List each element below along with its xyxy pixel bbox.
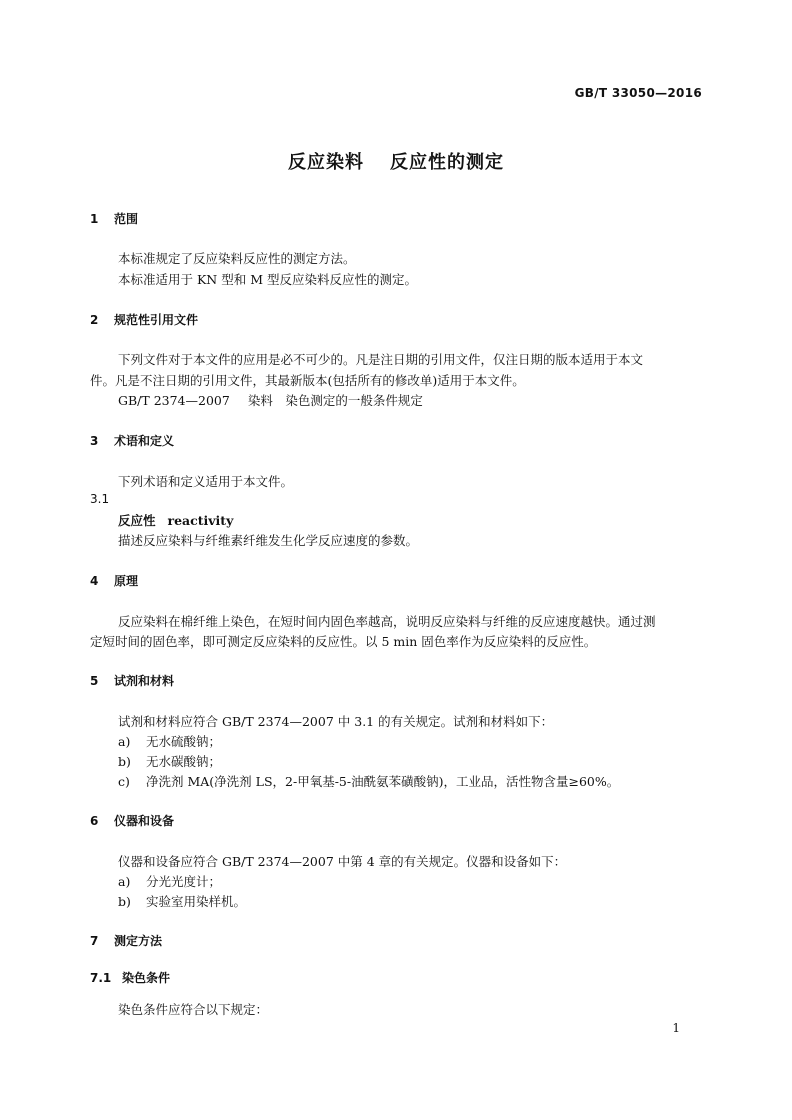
section-1-heading: 1 范围 bbox=[90, 212, 139, 226]
section-4-paragraph-line-2: 定短时间的固色率，即可测定反应染料的反应性。以 5 min 固色率作为反应染料的反应性。 bbox=[90, 634, 597, 649]
reference-code: GB/T 2374—2007 bbox=[118, 393, 230, 408]
term-english: reactivity bbox=[167, 513, 234, 528]
section-3-heading: 3 术语和定义 bbox=[90, 434, 175, 448]
section-2-heading: 2 规范性引用文件 bbox=[90, 313, 199, 327]
document-title bbox=[0, 148, 792, 174]
list-item: a) 分光光度计； bbox=[118, 874, 222, 889]
section-5-heading: 5 试剂和材料 bbox=[90, 674, 175, 688]
term-chinese: 反应性 bbox=[118, 513, 156, 528]
title-part-1: 反应染料 bbox=[288, 152, 364, 173]
normative-reference bbox=[118, 391, 423, 409]
section-7-heading: 7 测定方法 bbox=[90, 934, 163, 948]
section-6-heading: 6 仪器和设备 bbox=[90, 814, 175, 828]
term-entry bbox=[118, 511, 233, 529]
subsection-3-1-number: 3.1 bbox=[90, 492, 110, 506]
section-1-paragraph-2: 本标准适用于 KN 型和 M 型反应染料反应性的测定。 bbox=[118, 272, 417, 287]
section-4-paragraph-line-1: 反应染料在棉纤维上染色，在短时间内固色率越高，说明反应染料与纤维的反应速度越快。通过测 bbox=[118, 614, 656, 629]
section-6-paragraph-1: 仪器和设备应符合 GB/T 2374—2007 中第 4 章的有关规定。仪器和设备如下： bbox=[118, 854, 567, 869]
standard-code: GB/T 33050—2016 bbox=[574, 86, 702, 100]
section-2-paragraph-line-1: 下列文件对于本文件的应用是必不可少的。凡是注日期的引用文件，仅注日期的版本适用于本文 bbox=[118, 352, 644, 367]
section-4-heading: 4 原理 bbox=[90, 574, 139, 588]
section-3-paragraph-1: 下列术语和定义适用于本文件。 bbox=[118, 474, 294, 489]
term-definition: 描述反应染料与纤维素纤维发生化学反应速度的参数。 bbox=[118, 533, 419, 548]
section-2-paragraph-line-2: 件。凡是不注日期的引用文件，其最新版本(包括所有的修改单)适用于本文件。 bbox=[90, 373, 525, 388]
section-5-paragraph-1: 试剂和材料应符合 GB/T 2374—2007 中 3.1 的有关规定。试剂和材料如下： bbox=[118, 714, 554, 729]
reference-title: 染料 染色测定的一般条件规定 bbox=[247, 393, 423, 408]
list-item: b) 无水碳酸钠； bbox=[118, 754, 222, 769]
list-item: c) 净洗剂 MA(净洗剂 LS，2-甲氧基-5-油酰氨苯磺酸钠)，工业品，活性物含量≥60%。 bbox=[118, 774, 620, 789]
title-part-2: 反应性的测定 bbox=[390, 152, 504, 173]
list-item: a) 无水硫酸钠； bbox=[118, 734, 222, 749]
section-7-1-paragraph-1: 染色条件应符合以下规定： bbox=[118, 1002, 269, 1017]
section-1-paragraph-1: 本标准规定了反应染料反应性的测定方法。 bbox=[118, 251, 356, 266]
list-item: b) 实验室用染样机。 bbox=[118, 894, 247, 909]
page-number: 1 bbox=[672, 1021, 680, 1035]
subsection-7-1-heading: 7.1 染色条件 bbox=[90, 971, 171, 985]
